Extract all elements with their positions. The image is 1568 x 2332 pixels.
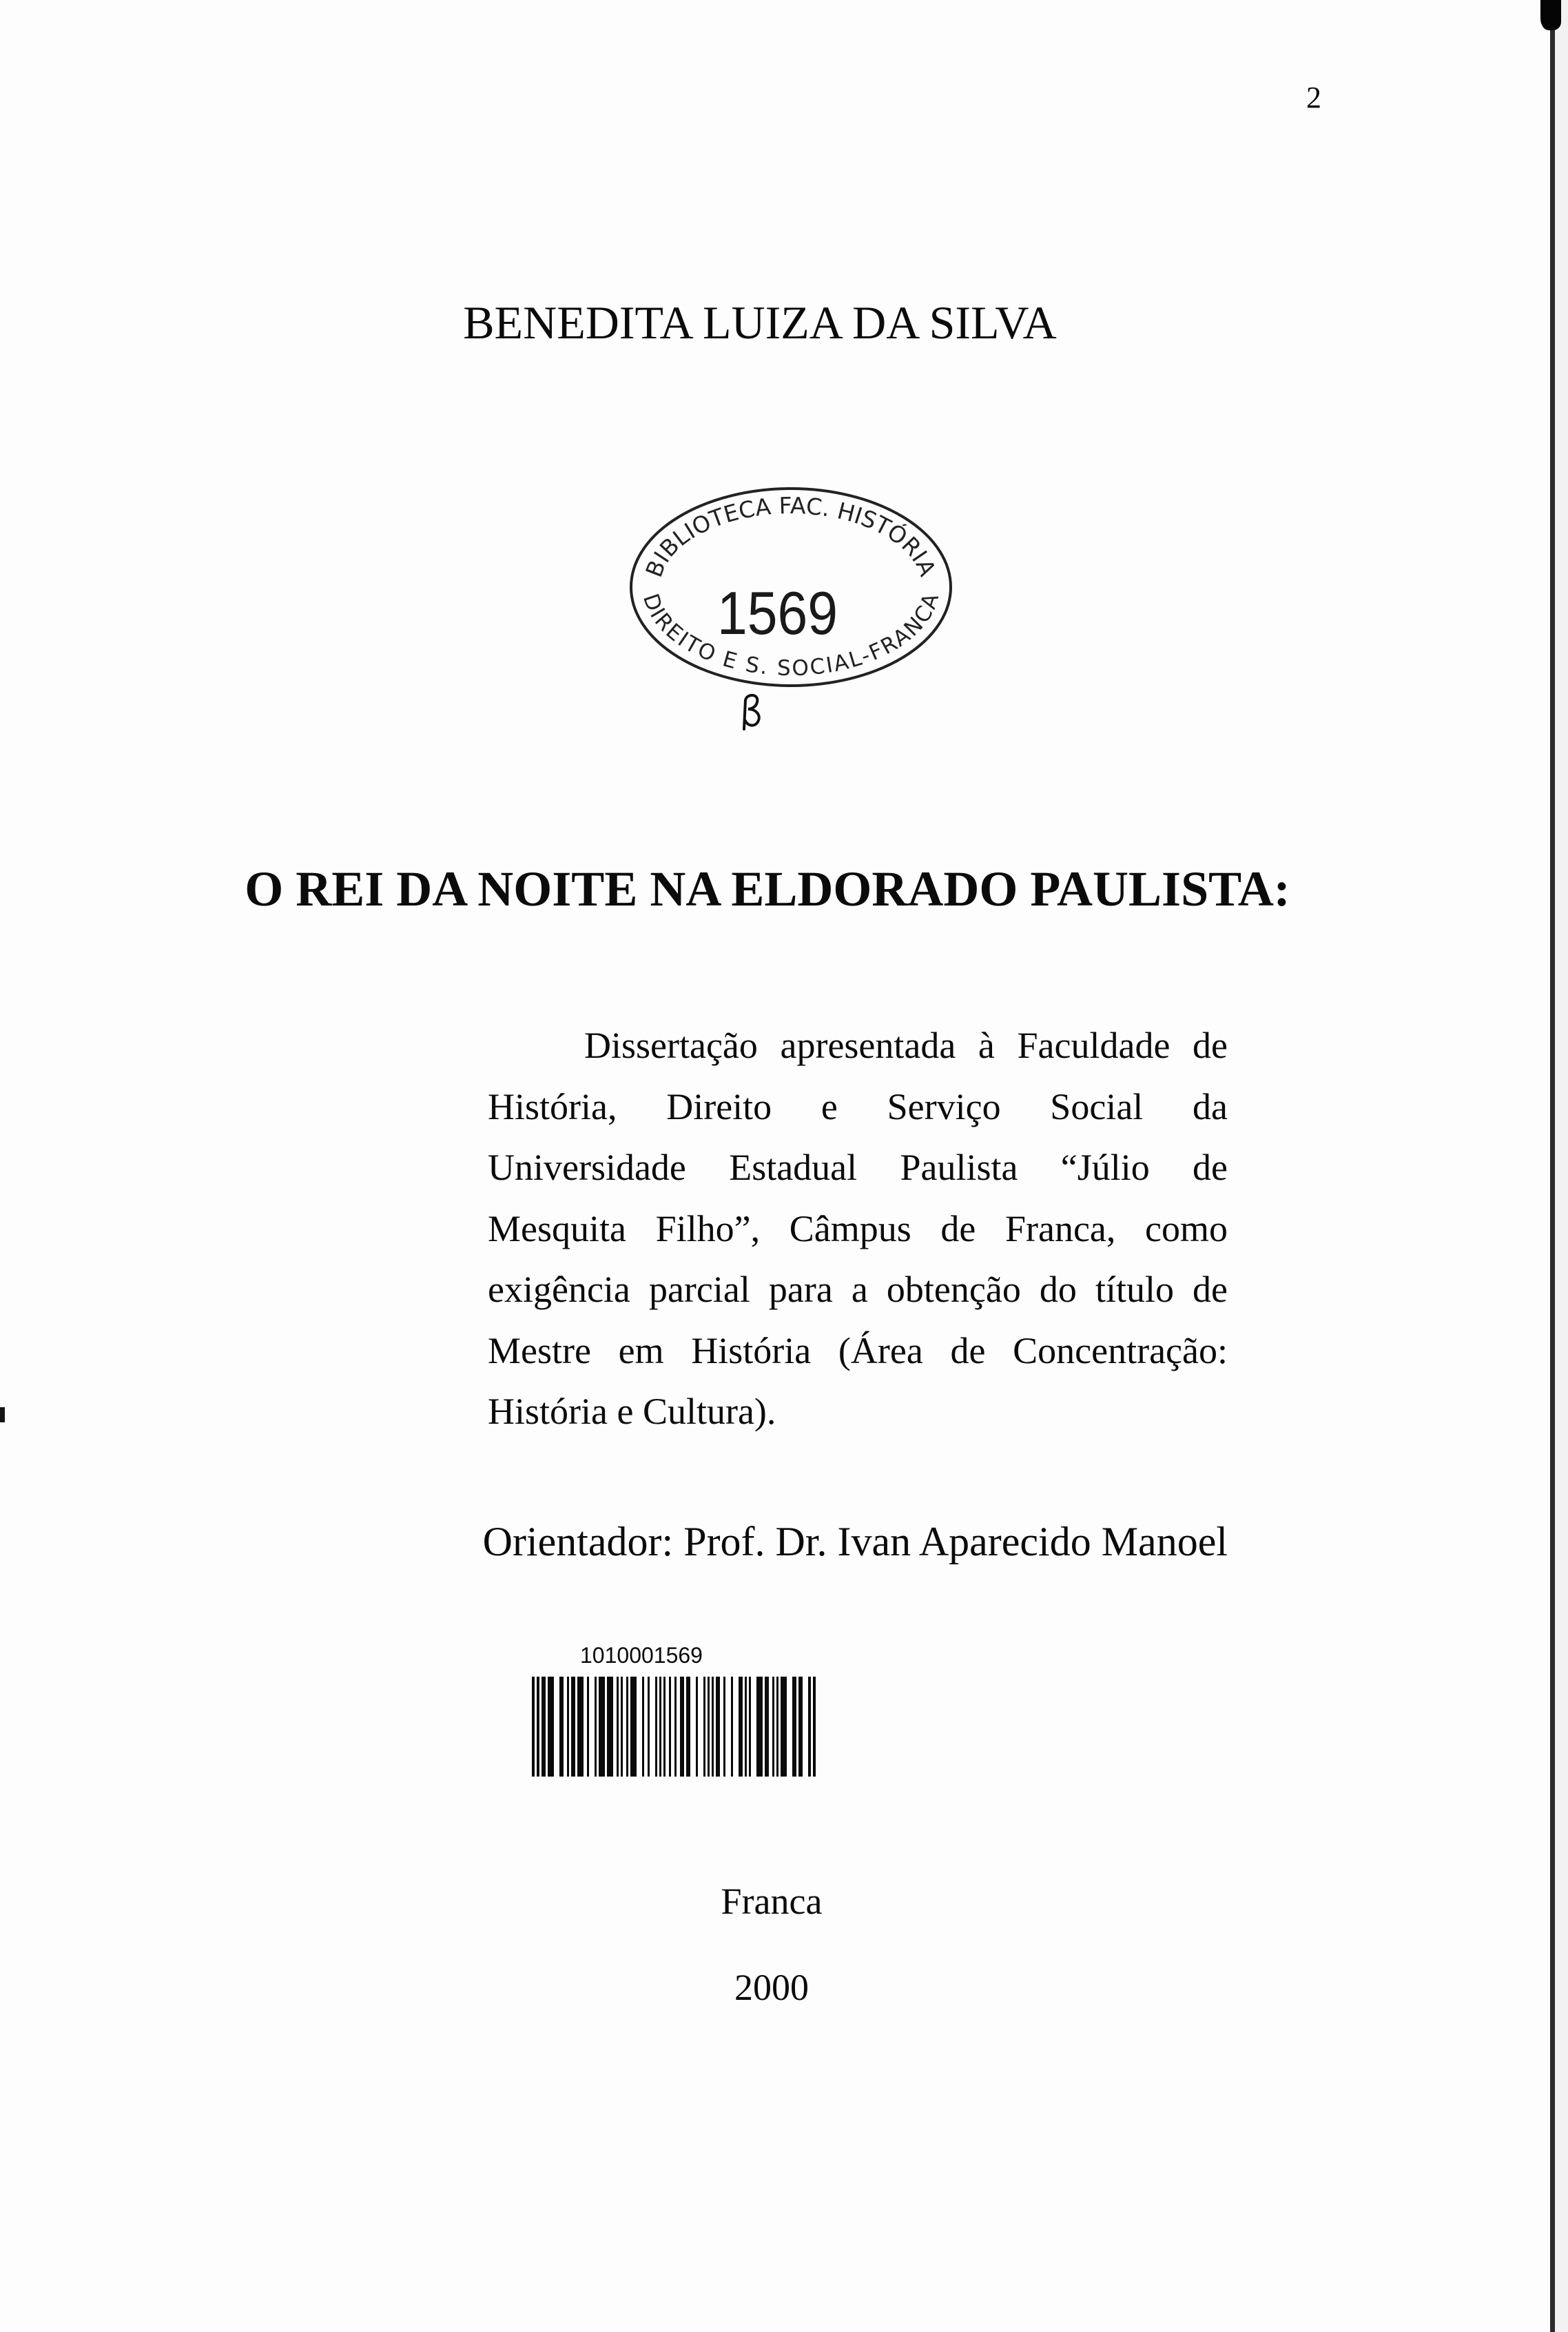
library-stamp	[626, 484, 956, 691]
barcode-bar	[739, 1677, 743, 1777]
description-line: exigência parcial para a obtenção do título de	[488, 1269, 1228, 1310]
year: 2000	[734, 1967, 809, 2008]
barcode-bar	[776, 1677, 778, 1777]
barcode-bar	[559, 1677, 564, 1777]
barcode-bar	[712, 1677, 714, 1777]
description-line: Mestre em História (Área de Concentração:	[488, 1329, 1228, 1371]
barcode-bar	[723, 1677, 725, 1777]
barcode-bar	[696, 1677, 698, 1777]
barcode-bar	[792, 1677, 796, 1777]
barcode-bar	[669, 1677, 671, 1777]
barcode-bar	[655, 1677, 657, 1777]
description-line: História, Direito e Serviço Social da	[488, 1085, 1228, 1127]
barcode-bar	[703, 1677, 705, 1777]
description-line: Mesquita Filho”, Câmpus de Franca, como	[488, 1207, 1228, 1249]
description-line: Dissertação apresentada à Faculdade de	[584, 1025, 1228, 1066]
barcode-bar	[745, 1677, 747, 1777]
description-line: Universidade Estadual Paulista “Júlio de	[488, 1147, 1228, 1188]
scan-edge-line	[1550, 0, 1555, 2332]
scan-left-mark	[0, 1407, 5, 1422]
barcode-bar	[731, 1677, 733, 1777]
scan-edge-margin	[1555, 0, 1568, 2332]
barcode-bar	[798, 1677, 803, 1777]
barcode-bar	[587, 1677, 589, 1777]
stamp-handwritten-number: 1569	[717, 579, 838, 647]
barcode-bar	[567, 1677, 569, 1777]
barcode-bar	[813, 1677, 816, 1777]
barcode-bar	[577, 1677, 584, 1777]
barcode-bar	[716, 1677, 720, 1777]
barcode-bar	[808, 1677, 811, 1777]
barcode-number: 1010001569	[580, 1643, 703, 1668]
description-line: História e Cultura).	[488, 1391, 776, 1432]
barcode-bar	[648, 1677, 650, 1777]
dissertation-title: O REI DA NOITE NA ELDORADO PAULISTA:	[245, 861, 1290, 917]
advisor-line: Orientador: Prof. Dr. Ivan Aparecido Manoel	[482, 1519, 1228, 1564]
barcode-bar	[537, 1677, 539, 1777]
stamp-bottom-text-path: DIREITO E S. SOCIAL-FRANCA	[637, 591, 945, 682]
scan-corner-mark	[1540, 0, 1561, 30]
barcode-bar	[532, 1677, 535, 1777]
barcode-bar	[663, 1677, 666, 1777]
barcode-bars	[532, 1677, 816, 1777]
stamp-top-text	[640, 492, 941, 581]
handwritten-mark	[736, 692, 766, 732]
barcode-bar	[756, 1677, 763, 1777]
barcode-bar	[607, 1677, 613, 1777]
barcode-bar	[571, 1677, 575, 1777]
barcode-bar	[621, 1677, 623, 1777]
barcode-bar	[674, 1677, 677, 1777]
barcode-bar	[630, 1677, 637, 1777]
barcode-bar	[617, 1677, 619, 1777]
barcode-bar	[642, 1677, 644, 1777]
author-name: BENEDITA LUIZA DA SILVA	[463, 296, 1057, 349]
barcode-bar	[599, 1677, 605, 1777]
stamp-top-text-path: BIBLIOTECA FAC. HISTÓRIA	[640, 491, 942, 581]
barcode-bar	[708, 1677, 710, 1777]
barcode-bar	[548, 1677, 554, 1777]
barcode-bar	[626, 1677, 628, 1777]
barcode-bar	[680, 1677, 684, 1777]
barcode-bar	[781, 1677, 787, 1777]
page-number: 2	[1306, 81, 1321, 114]
dissertation-description	[488, 1015, 1228, 1442]
barcode-bar	[659, 1677, 661, 1777]
barcode-bar	[595, 1677, 597, 1777]
barcode-bar	[686, 1677, 690, 1777]
city: Franca	[721, 1881, 823, 1922]
barcode-bar	[772, 1677, 774, 1777]
barcode-bar	[541, 1677, 546, 1777]
barcode-bar	[765, 1677, 769, 1777]
barcode-bar	[749, 1677, 751, 1777]
